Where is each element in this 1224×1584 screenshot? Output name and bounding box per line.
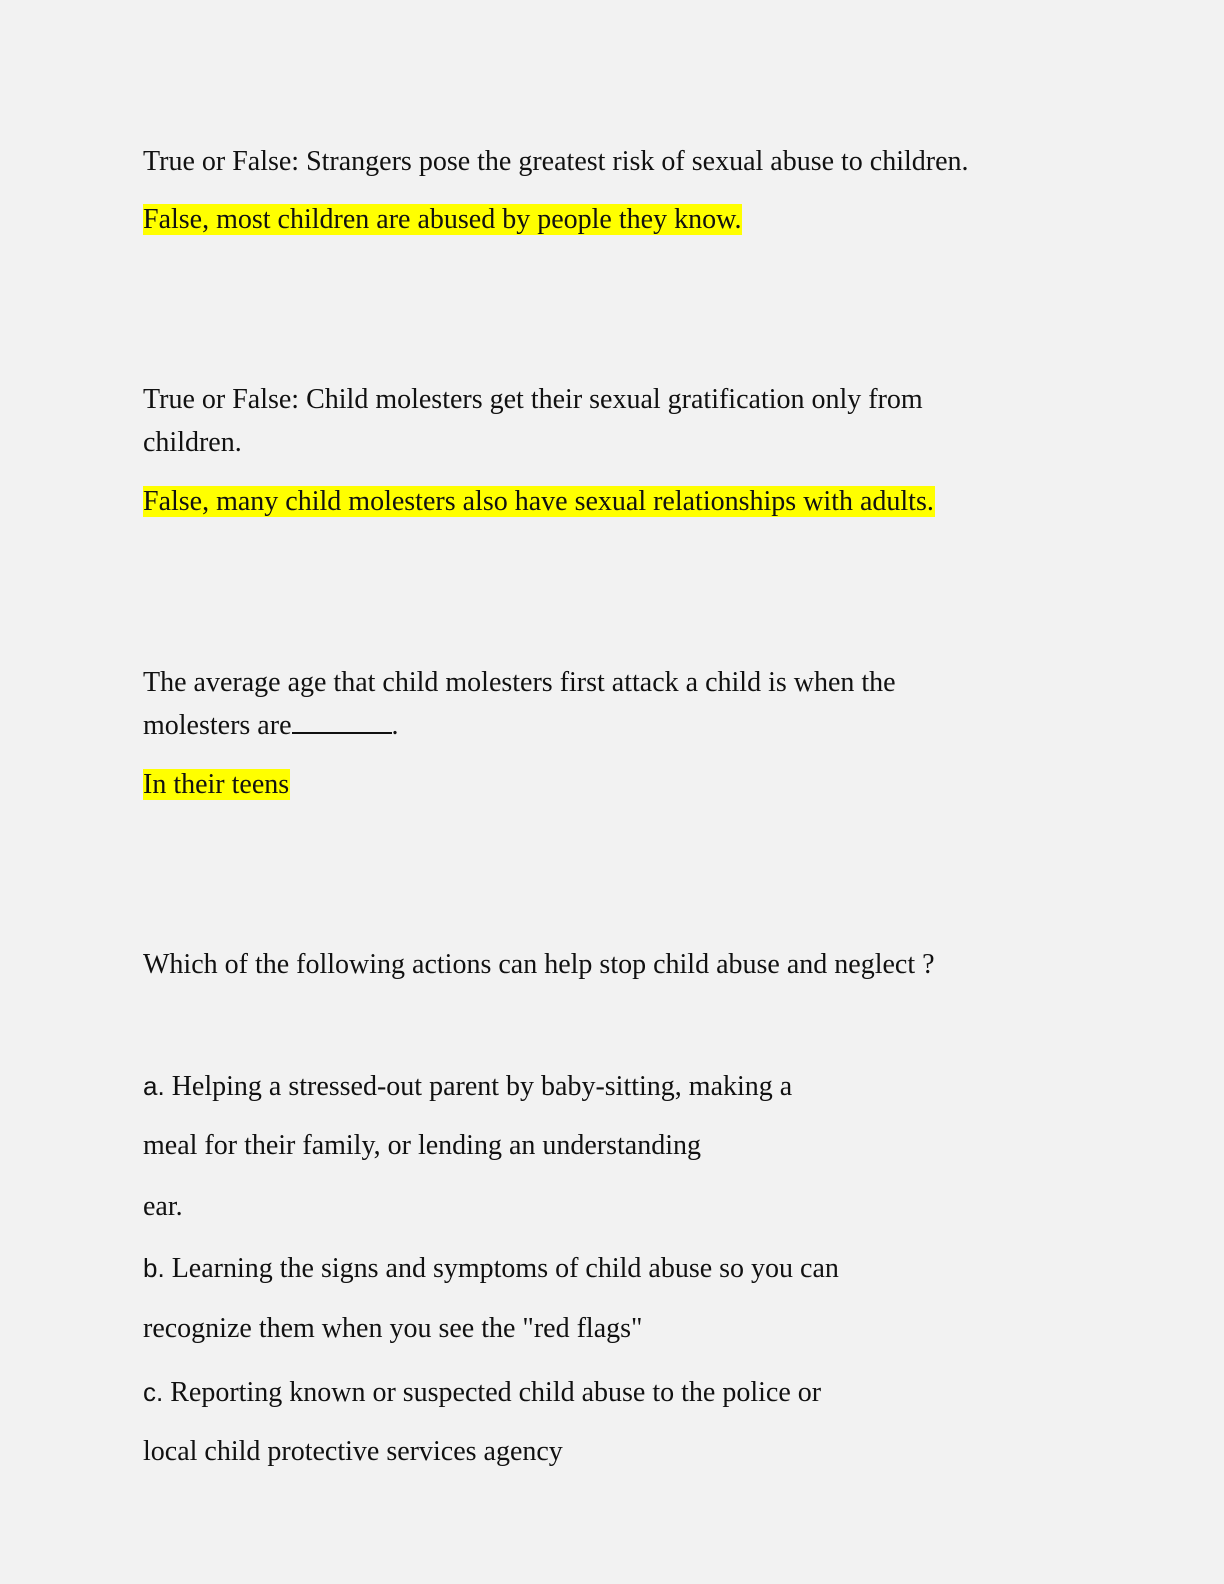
question-4-prompt bbox=[143, 943, 935, 987]
option-c-text-2: local child protective services agency bbox=[143, 1436, 563, 1467]
option-c-line-2 bbox=[143, 1430, 563, 1474]
question-1-answer bbox=[143, 198, 742, 242]
option-a-text-1: Helping a stressed-out parent by baby-sitting, making a bbox=[171, 1071, 793, 1102]
option-c-line-1 bbox=[143, 1370, 821, 1415]
question-3-answer bbox=[143, 763, 290, 807]
question-2-prompt-line-2 bbox=[143, 421, 242, 465]
question-2-prompt-text-2: children. bbox=[143, 427, 242, 458]
option-a-line-2 bbox=[143, 1124, 701, 1168]
option-a-letter: a. bbox=[143, 1071, 165, 1101]
question-3-prompt-text-2b: . bbox=[391, 710, 399, 741]
question-1-prompt bbox=[143, 140, 969, 184]
question-2-answer bbox=[143, 480, 935, 524]
question-1-answer-highlight: False, most children are abused by people they know. bbox=[143, 204, 742, 235]
question-3-prompt-text-1: The average age that child molesters first attack a child is when the bbox=[143, 667, 896, 698]
option-b-letter: b. bbox=[143, 1253, 165, 1283]
option-a-text-2: meal for their family, or lending an understanding bbox=[143, 1130, 702, 1161]
option-b-text-2: recognize them when you see the "red flags" bbox=[143, 1313, 643, 1344]
option-b-line-1 bbox=[143, 1246, 839, 1291]
question-2-answer-highlight: False, many child molesters also have sexual relationships with adults. bbox=[143, 486, 934, 517]
fill-in-blank bbox=[292, 708, 392, 734]
question-3-answer-highlight: In their teens bbox=[143, 769, 290, 800]
question-3-prompt-line-2 bbox=[143, 704, 399, 748]
option-c-letter: c. bbox=[143, 1377, 164, 1407]
option-a-line-3 bbox=[143, 1185, 183, 1229]
option-b-text-1: Learning the signs and symptoms of child abuse so you can bbox=[171, 1253, 839, 1284]
question-1-prompt-text: True or False: Strangers pose the greatest risk of sexual abuse to children. bbox=[143, 146, 969, 177]
option-c-text-1: Reporting known or suspected child abuse to the police or bbox=[170, 1377, 822, 1408]
question-3-prompt-text-2a: molesters are bbox=[143, 710, 292, 741]
question-2-prompt-text-1: True or False: Child molesters get their sexual gratification only from bbox=[143, 384, 923, 415]
question-3-prompt-line-1 bbox=[143, 661, 896, 705]
question-4-prompt-text: Which of the following actions can help stop child abuse and neglect ? bbox=[143, 949, 935, 980]
option-b-line-2 bbox=[143, 1307, 642, 1351]
option-a-line-1 bbox=[143, 1064, 792, 1109]
question-2-prompt-line-1 bbox=[143, 378, 923, 422]
option-a-text-3: ear. bbox=[143, 1191, 183, 1222]
